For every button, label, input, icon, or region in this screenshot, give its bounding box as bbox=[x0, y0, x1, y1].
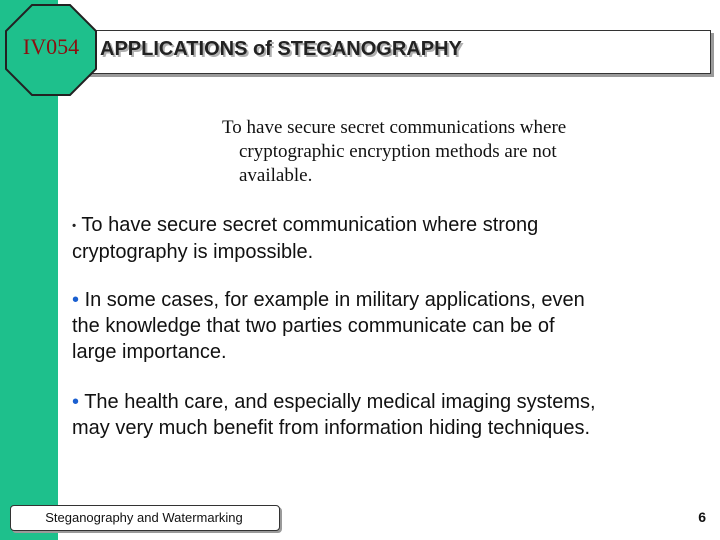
bullet-marker: • bbox=[72, 289, 80, 311]
bullet-item-1 bbox=[72, 212, 707, 265]
bullet-line: large importance. bbox=[72, 341, 227, 363]
subtitle-line-2: cryptographic encryption methods are not bbox=[239, 141, 557, 162]
slide-title: APPLICATIONS of STEGANOGRAPHY bbox=[100, 38, 462, 60]
footer-label: Steganography and Watermarking bbox=[45, 510, 243, 525]
subtitle-line-3: available. bbox=[239, 165, 313, 186]
bullet-line: cryptography is impossible. bbox=[72, 240, 314, 263]
subtitle-line-1: To have secure secret communications where bbox=[222, 117, 567, 138]
bullet-line: To have secure secret communication where strong bbox=[76, 214, 539, 236]
bullet-line: may very much benefit from information hiding techniques. bbox=[72, 417, 591, 439]
course-code: IV054 bbox=[22, 34, 80, 59]
bullet-line: The health care, and especially medical imaging systems, bbox=[79, 391, 596, 413]
bullet-marker: • bbox=[72, 391, 80, 413]
bullet-item-2 bbox=[72, 287, 707, 365]
page-number: 6 bbox=[698, 509, 706, 525]
bullet-line: the knowledge that two parties communicate can be of bbox=[72, 315, 555, 337]
subtitle-block bbox=[222, 116, 682, 188]
bullet-item-3 bbox=[72, 389, 707, 441]
bullet-marker: • bbox=[72, 218, 77, 233]
bullet-line: In some cases, for example in military applications, even bbox=[79, 289, 585, 311]
